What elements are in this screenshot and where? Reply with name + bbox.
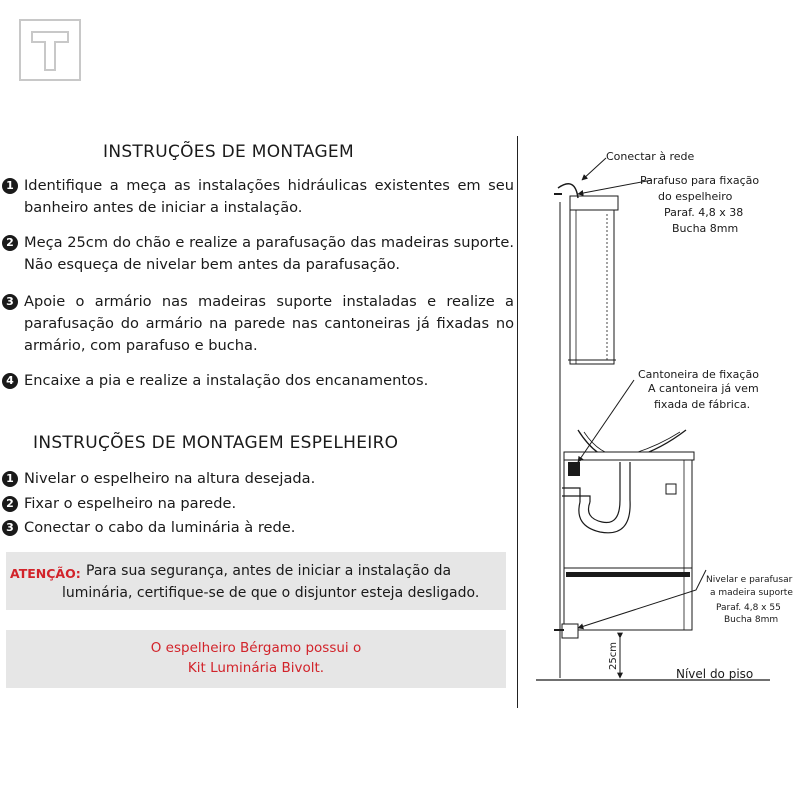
- warning-label: ATENÇÃO:: [10, 566, 81, 581]
- main-instructions-title: INSTRUÇÕES DE MONTAGEM: [103, 142, 354, 162]
- screw-label-spec: Paraf. 4,8 x 38: [664, 206, 744, 219]
- step-text: Identifique a meça as instalações hidráulicas existentes em seu banheiro antes de iniciar a instalação.: [24, 177, 514, 216]
- kit-note-box: [6, 630, 506, 688]
- level-label-spec: Paraf. 4,8 x 55: [716, 603, 781, 613]
- step-text: Apoie o armário nas madeiras suporte instaladas e realize a parafusação do armário na parede nas cantoneiras já fixadas no armário, com parafuso e bucha.: [24, 293, 514, 354]
- bracket-label-title: Cantoneira de fixação: [638, 368, 759, 381]
- mirror-cabinet: [568, 196, 618, 364]
- screw-label-sub: do espelheiro: [658, 190, 733, 203]
- screw-label-title: Parafuso para fixação: [640, 174, 760, 187]
- main-step-2: [2, 232, 514, 276]
- main-step-1: [2, 175, 514, 219]
- connect-label: Conectar à rede: [606, 150, 695, 163]
- installation-diagram: [520, 130, 800, 730]
- kit-note-line2: Kit Luminária Bivolt.: [187, 660, 325, 676]
- bracket-label-line2: A cantoneira já vem: [648, 382, 759, 395]
- mirror-step-3: [2, 518, 295, 538]
- mirror-step-1: [2, 469, 315, 489]
- bracket-leader: [578, 380, 634, 462]
- mirror-instructions-title: INSTRUÇÕES DE MONTAGEM ESPELHEIRO: [33, 433, 399, 453]
- bracket-label-line3: fixada de fábrica.: [654, 398, 751, 411]
- brand-logo: [18, 18, 82, 82]
- step-number-badge: 1: [2, 178, 18, 194]
- mirror-step-2: [2, 494, 236, 514]
- warning-text-line2: luminária, certifique-se de que o disjuntor esteja desligado.: [62, 585, 480, 601]
- connect-leader: [582, 158, 606, 180]
- step-text: Nivelar o espelheiro na altura desejada.: [24, 470, 316, 487]
- column-divider: [517, 136, 518, 708]
- height-dimension-label: 25cm: [608, 642, 619, 670]
- step-text: Encaixe a pia e realize a instalação dos encanamentos.: [24, 372, 429, 389]
- step-text: Fixar o espelheiro na parede.: [24, 495, 237, 512]
- step-number-badge: 2: [2, 235, 18, 251]
- step-number-badge: 3: [2, 294, 18, 310]
- kit-note-line1: O espelheiro Bérgamo possui o: [150, 640, 362, 656]
- level-label-line2: a madeira suporte: [710, 588, 793, 598]
- warning-box: [6, 552, 506, 610]
- step-number-badge: 2: [2, 496, 18, 512]
- floor-label: Nível do piso: [676, 667, 754, 681]
- step-number-badge: 1: [2, 471, 18, 487]
- warning-text-line1: Para sua segurança, antes de iniciar a instalação da: [86, 563, 452, 579]
- support-wood: [562, 624, 578, 638]
- main-step-3: [2, 291, 514, 357]
- level-label-bucha: Bucha 8mm: [724, 615, 779, 625]
- main-step-4: [2, 370, 514, 392]
- vanity-cabinet: [562, 430, 694, 630]
- step-text: Meça 25cm do chão e realize a parafusação das madeiras suporte. Não esqueça de nivelar bem antes da parafusação.: [24, 234, 514, 273]
- step-text: Conectar o cabo da luminária à rede.: [24, 519, 296, 536]
- level-label-title: Nivelar e parafusar: [706, 575, 793, 585]
- step-number-badge: 3: [2, 520, 18, 536]
- screw-label-bucha: Bucha 8mm: [672, 222, 739, 235]
- step-number-badge: 4: [2, 373, 18, 389]
